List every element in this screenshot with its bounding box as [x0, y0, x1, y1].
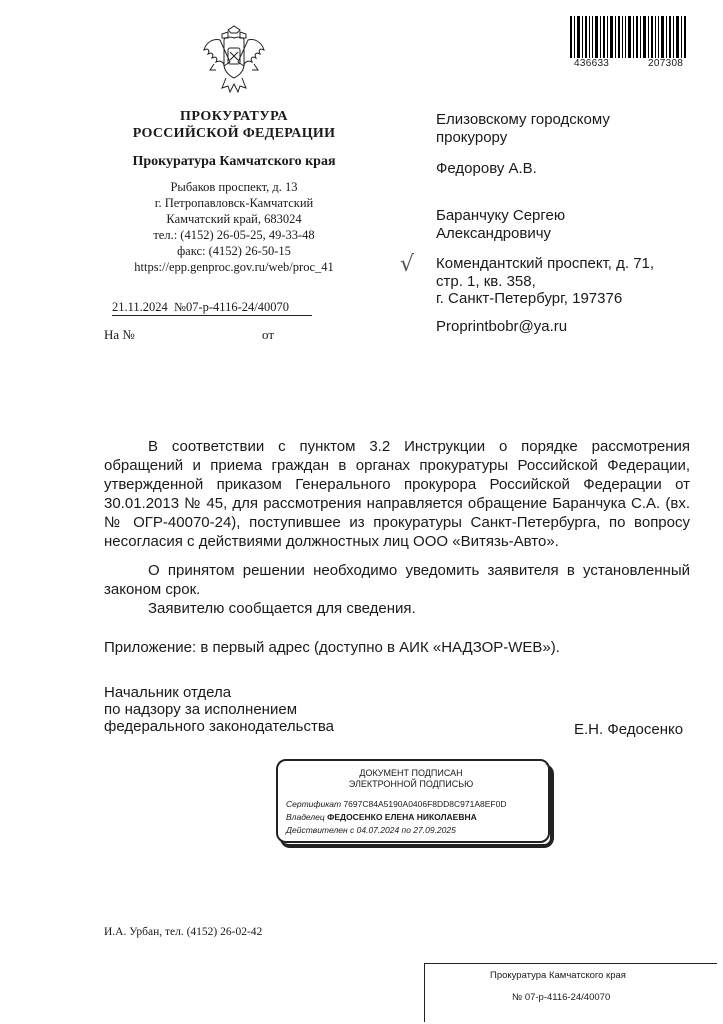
sender-regional: Прокуратура Камчатского края [132, 154, 336, 169]
sender-org-line1: ПРОКУРАТУРА [179, 109, 289, 124]
recipient-2-line2: Александровичу [436, 225, 552, 242]
recipient-2-email: Proprintbobr@ya.ru [436, 318, 568, 335]
check-mark-icon: √ [400, 252, 415, 277]
stamp-owner [286, 812, 477, 822]
barcode-icon [570, 14, 688, 60]
attachment-note: Приложение: в первый адрес (доступно в АИК «НАДЗОР-WEB»). [104, 639, 560, 656]
signer-title-line2: по надзору за исполнением [104, 701, 298, 718]
stamp-certificate [286, 799, 506, 809]
executor-contact: И.А. Урбан, тел. (4152) 26-02-42 [104, 926, 263, 938]
recipient-2-address-line3: г. Санкт-Петербург, 197376 [436, 290, 623, 307]
recipient-2-address-line1: Комендантский проспект, д. 71, [436, 255, 655, 272]
recipient-2-address-line2: стр. 1, кв. 358, [436, 273, 536, 290]
sender-org-line2: РОССИЙСКОЙ ФЕДЕРАЦИИ [132, 126, 336, 141]
barcode-number-left: 436633 [574, 58, 610, 69]
sender-address-line: Камчатский край, 683024 [166, 212, 302, 226]
recipient-1-name: Федорову А.В. [436, 160, 537, 177]
coat-of-arms-emblem-icon [200, 24, 268, 96]
stamp-certificate-label: Сертификат [286, 799, 342, 809]
stamp-owner-value: ФЕДОСЕНКО ЕЛЕНА НИКОЛАЕВНА [327, 812, 477, 822]
signer-name: Е.Н. Федосенко [574, 721, 684, 738]
stamp-certificate-value: 7697C84A5190A0406F8DD8C971A8EF0D [343, 799, 507, 809]
sender-phone: тел.: (4152) 26-05-25, 49-33-48 [153, 228, 315, 242]
stamp-heading-line1: ДОКУМЕНТ ПОДПИСАН [359, 768, 463, 778]
sender-fax: факс: (4152) 26-50-15 [177, 244, 291, 258]
signer-title-line1: Начальник отдела [104, 684, 232, 701]
barcode-number-right: 207308 [648, 58, 684, 69]
signer-title-line3: федерального законодательства [104, 718, 334, 735]
incoming-date-label: от [262, 327, 275, 342]
recipient-1-line1: Елизовскому городскому [436, 111, 610, 128]
stamp-heading-line2: ЭЛЕКТРОННОЙ ПОДПИСЬЮ [348, 779, 474, 789]
sender-address-line: г. Петропавловск-Камчатский [154, 196, 314, 210]
body-paragraph-1: В соответствии с пунктом 3.2 Инструкции о порядке рассмотрения обращений и приема граждан в органах прокуратуры Российской Федерации, утвержденной приказом Генерального прокурора Российской Федерации от 30.01.2013 № 45, для рассмотрения направляется обращение Баранчука С.А. (вх. № ОГР-40070-24), поступившее из прокуратуры Санкт-Петербурга, по вопросу несогласия с действиями должностных лиц ООО «Витязь-Авто». [104, 438, 690, 550]
body-paragraph-2: О принятом решении необходимо уведомить заявителя в установленный законом срок. [104, 562, 690, 598]
sender-address-line: Рыбаков проспект, д. 13 [170, 180, 298, 194]
recipient-2-line1: Баранчуку Сергею [436, 207, 566, 224]
stamp-validity: Действителен с 04.07.2024 по 27.09.2025 [286, 825, 456, 835]
registration-org: Прокуратура Камчатского края [490, 970, 626, 981]
recipient-1-line2: прокурору [436, 129, 508, 146]
sender-website-link[interactable]: https://epp.genproc.gov.ru/web/proc_41 [134, 260, 334, 274]
incoming-number-label: На № [104, 327, 135, 342]
outgoing-reference: 21.11.2024 №07-р-4116-24/40070 [112, 300, 312, 316]
registration-number: № 07-р-4116-24/40070 [512, 992, 611, 1003]
body-paragraph-3: Заявителю сообщается для сведения. [148, 600, 416, 617]
stamp-owner-label: Владелец [286, 812, 325, 822]
